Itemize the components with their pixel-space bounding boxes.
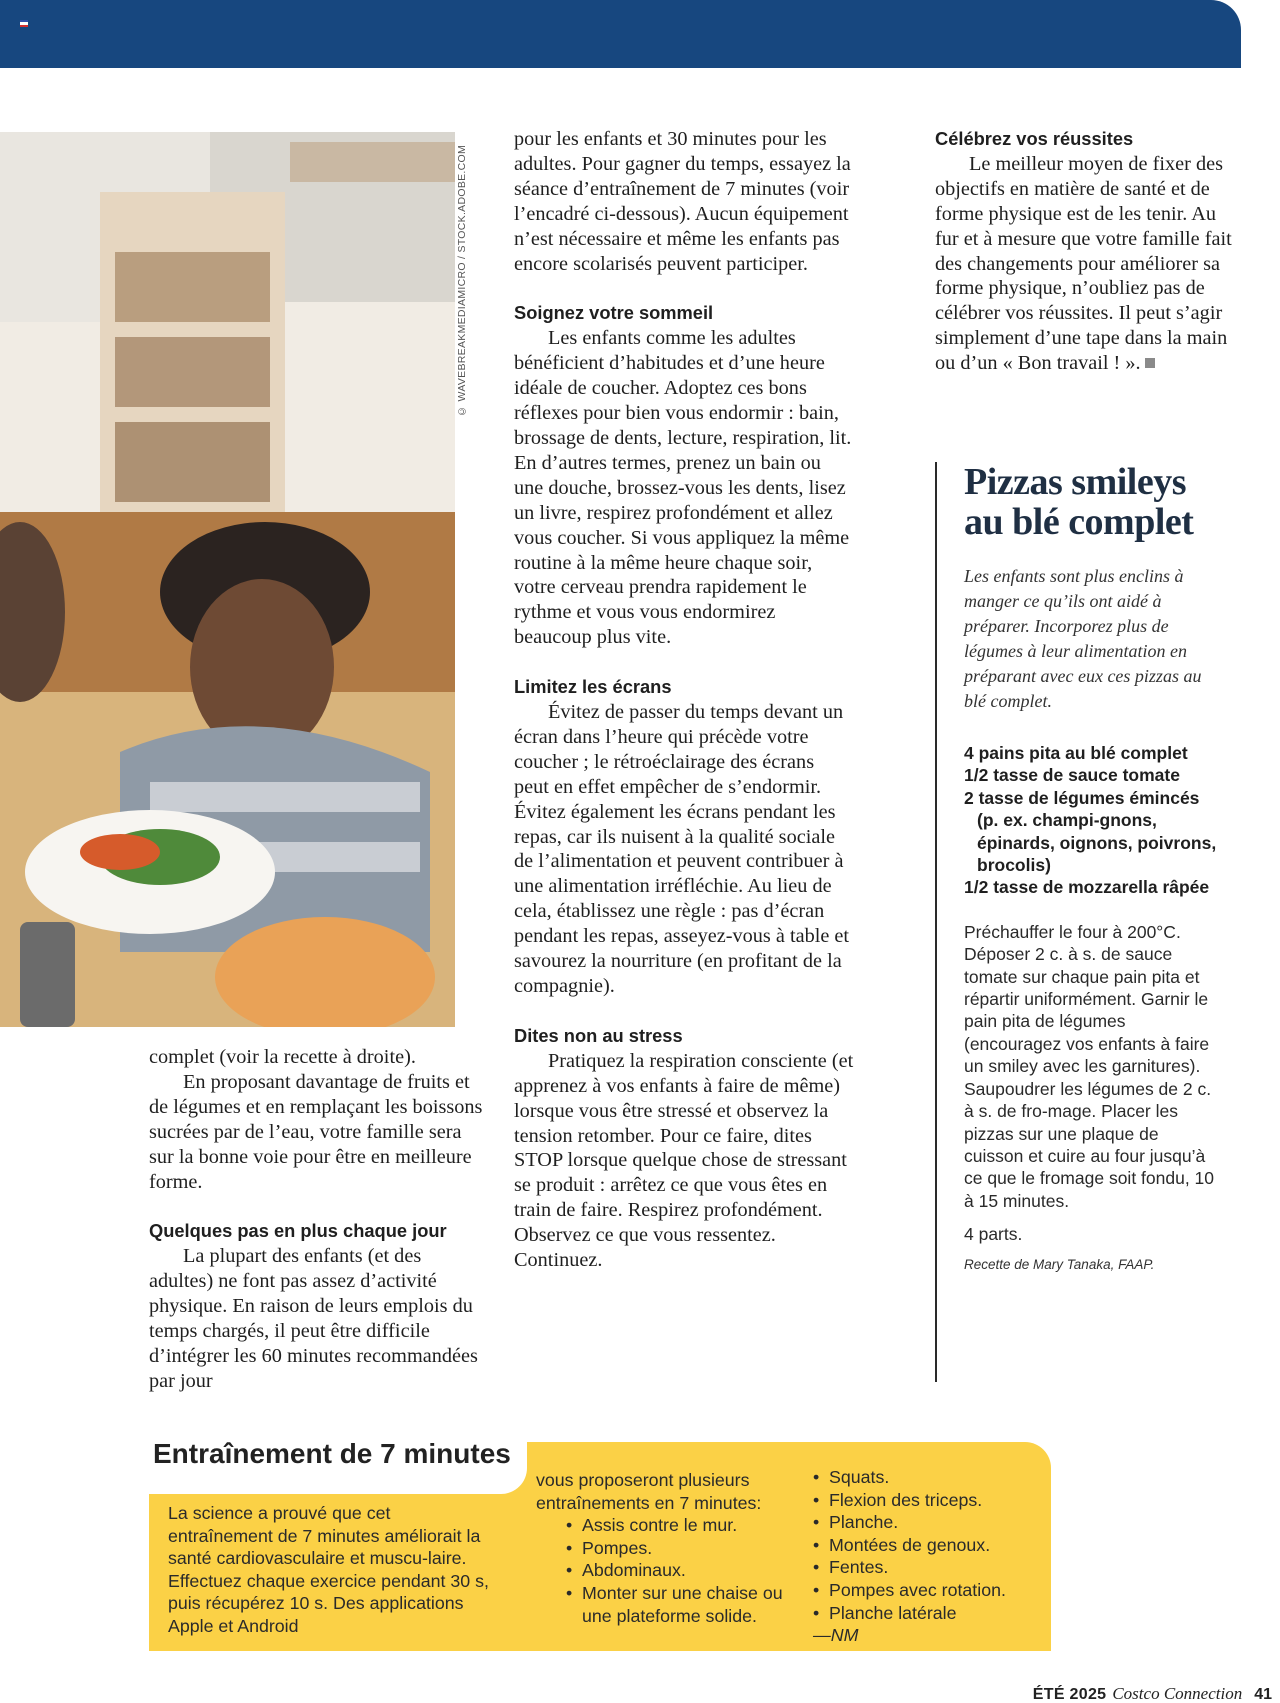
- photo-credit: © WAVEBREAKMEDIAMICRO / STOCK.ADOBE.COM: [456, 144, 468, 417]
- section-heading: Célébrez vos réussites: [935, 128, 1134, 149]
- paragraph: [935, 152, 1240, 376]
- exercise-item: • Planche latérale: [813, 1602, 1048, 1625]
- column-3: [935, 127, 1240, 376]
- exercise-item: • Pompes.: [566, 1537, 806, 1560]
- top-banner: [0, 0, 1241, 68]
- exercise-item: • Planche.: [813, 1511, 1048, 1534]
- exercise-item: • Flexion des triceps.: [813, 1489, 1048, 1512]
- section-heading: Soignez votre sommeil: [514, 302, 714, 324]
- recipe-intro: Les enfants sont plus enclins à manger ce qu’ils ont aidé à préparer. Incorporez plus de légumes à leur alimentation en préparant avec eux ces pizzas au blé complet.: [964, 566, 1202, 711]
- recipe-title-line: Pizzas smileys: [964, 461, 1187, 503]
- ingredient: 1/2 tasse de mozzarella râpée: [964, 877, 1210, 898]
- paragraph: Les enfants comme les adultes bénéficient d’habitudes et d’une heure idéale de coucher. Adoptez ces bons réflexes pour bien vous endormir : bain, brossage de dents, lecture, respiration, lit. En d’autres termes, prenez un bain ou une douche, brossez-vous les dents, lisez un livre, respirez profondément et allez vous coucher. Si vous appliquez la même routine à la même heure chaque soir, votre cerveau prendra rapidement le rythme et vous vous endormirez beaucoup plus vite.: [514, 327, 852, 649]
- end-mark-icon: [1145, 358, 1155, 368]
- paragraph: La plupart des enfants (et des adultes) ne font pas assez d’activité physique. En raison de leurs emplois du temps chargés, il peut être difficile d’intégrer les 60 minutes recommandées par jour: [149, 1245, 478, 1392]
- recipe-title: [964, 462, 1220, 542]
- paragraph: complet (voir la recette à droite).: [149, 1046, 416, 1068]
- exercise-item: • Abdominaux.: [566, 1559, 806, 1582]
- exercise-list: [813, 1466, 1048, 1624]
- exercise-item: • Monter sur une chaise ou une plateforme solide.: [566, 1582, 806, 1627]
- exercise-item: • Assis contre le mur.: [566, 1514, 806, 1537]
- recipe-credit: Recette de Mary Tanaka, FAAP.: [964, 1256, 1155, 1272]
- footer-magazine: Costco Connection: [1112, 1684, 1243, 1703]
- flag-icon: [20, 20, 28, 27]
- paragraph: En proposant davantage de fruits et de légumes et en remplaçant les boissons sucrées par de l’eau, votre famille sera sur la bonne voie pour être en meilleure forme.: [149, 1070, 483, 1193]
- workout-intro: La science a prouvé que cet entraînement de 7 minutes améliorait la santé cardiovasculaire et muscu-laire. Effectuez chaque exercice pendant 30 s, puis récupérez 10 s. Des applications Apple et Android: [168, 1503, 489, 1636]
- section-heading: Quelques pas en plus chaque jour: [149, 1220, 447, 1242]
- exercise-list: [566, 1514, 806, 1627]
- workout-title: Entraînement de 7 minutes: [153, 1438, 511, 1469]
- recipe-steps: Préchauffer le four à 200°C. Déposer 2 c. à s. de sauce tomate sur chaque pain pita et répartir uniformément. Garnir le pain pita de légumes (encouragez vos enfants à faire un smiley avec les garnitures). Saupoudrer les légumes de 2 c. à s. de fro-mage. Placer les pizzas sur une plaque de cuisson et cuire au four jusqu’à ce que le fromage soit fondu, 10 à 15 minutes.: [964, 921, 1215, 1211]
- exercise-item: • Fentes.: [813, 1556, 1048, 1579]
- recipe-title-line: au blé complet: [964, 501, 1194, 543]
- column-1: [149, 1045, 484, 1394]
- workout-column-2: [536, 1469, 806, 1627]
- paragraph: Pratiquez la respiration consciente (et apprenez à vos enfants à faire de même) lorsque vous être stressé et observez la tension retomber. Pour ce faire, dites STOP lorsque quelque chose de stressant se produit : arrêtez ce que vous êtes en train de faire. Respirez profondément. Observez ce que vous ressentez. Continuez.: [514, 1049, 854, 1272]
- recipe-yield: 4 parts.: [964, 1224, 1023, 1245]
- workout-column-3: [813, 1466, 1048, 1647]
- footer-issue: ÉTÉ 2025: [1032, 1686, 1107, 1703]
- exercise-item: • Squats.: [813, 1466, 1048, 1489]
- ingredient: 1/2 tasse de sauce tomate: [964, 765, 1180, 786]
- exercise-item: • Montées de genoux.: [813, 1534, 1048, 1557]
- recipe-sidebar: [935, 462, 1220, 1382]
- exercise-item: • Pompes avec rotation.: [813, 1579, 1048, 1602]
- ingredient-list: [964, 742, 1220, 899]
- column-2: [514, 127, 854, 1273]
- page-footer: [1033, 1684, 1272, 1703]
- paragraph: Évitez de passer du temps devant un écran dans l’heure qui précède votre coucher ; le rétroéclairage des écrans peut en effet empêcher de s’endormir. Évitez également les écrans pendant les repas, car ils nuisent à la qualité sociale de l’alimentation et peuvent contribuer à une alimentation irréfléchie. Au lieu de cela, établissez une règle : pas d’écran pendant les repas, asseyez-vous à table et savourez la nourriture (en profitant de la compagnie).: [514, 701, 850, 997]
- paragraph: pour les enfants et 30 minutes pour les adultes. Pour gagner du temps, essayez la séance d’entraînement de 7 minutes (voir l’encadré ci-dessous). Aucun équipement n’est nécessaire et même les enfants pas encore scolarisés peuvent participer.: [514, 128, 851, 275]
- photo-illustration: [0, 132, 455, 1027]
- ingredient: 4 pains pita au blé complet: [964, 743, 1188, 763]
- section-heading: Dites non au stress: [514, 1024, 683, 1046]
- ingredient: 2 tasse de légumes émincés (p. ex. champi-gnons, épinards, oignons, poivrons, brocolis): [964, 787, 1217, 876]
- workout-apps-text: vous proposeront plusieurs entraînements en 7 minutes:: [536, 1470, 762, 1513]
- workout-signoff: —NM: [813, 1625, 859, 1646]
- photo-boy-eating: [0, 132, 455, 1027]
- section-heading: Limitez les écrans: [514, 676, 672, 698]
- page-number: 41: [1254, 1686, 1272, 1703]
- paragraph-text: Le meilleur moyen de fixer des objectifs en matière de santé et de forme physique est de les tenir. Au fur et à mesure que votre famille fait des changements pour améliorer sa forme physique, n’oubliez pas de célébrer vos réussites. Il peut s’agir simplement d’une tape dans la main ou d’un « Bon travail ! ».: [935, 152, 1232, 375]
